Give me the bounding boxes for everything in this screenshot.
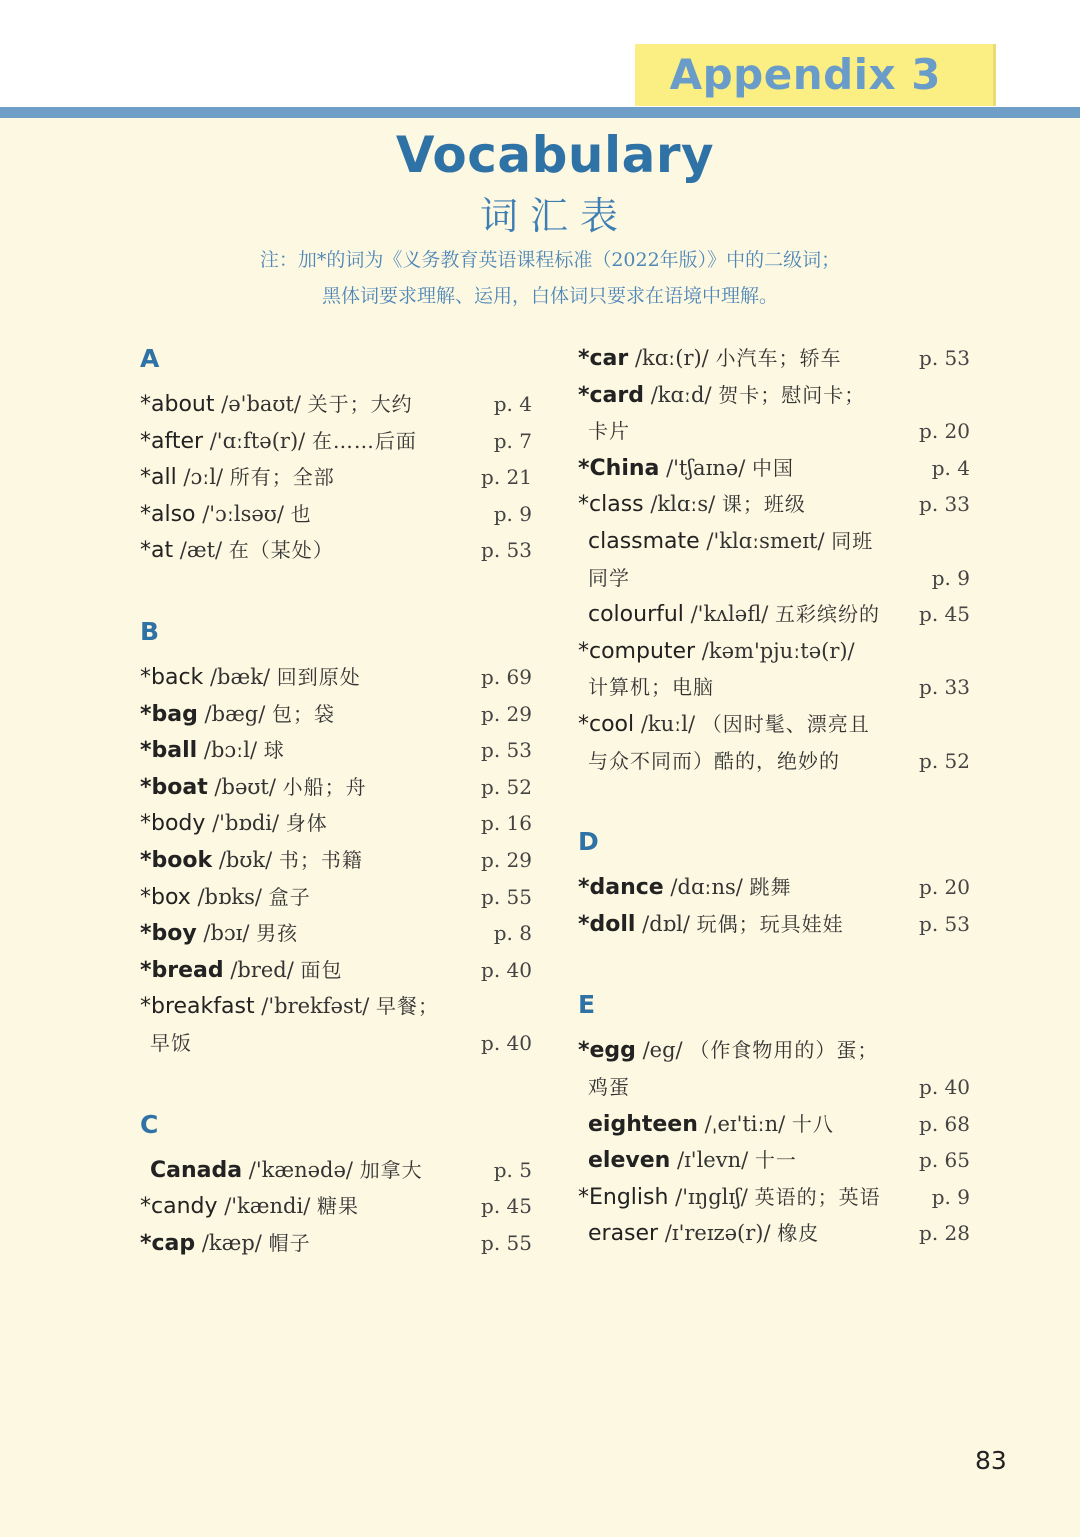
vocab-entry-line xyxy=(140,952,532,989)
vocab-section xyxy=(578,986,970,1252)
entry-word: *candy xyxy=(140,1194,218,1220)
entry-word: *boy xyxy=(140,921,197,947)
vocab-entry-line xyxy=(578,486,970,523)
vocab-entry-line xyxy=(140,988,532,1025)
entry-page-ref: p. 53 xyxy=(919,346,970,370)
entry-meaning: 关于；大约 xyxy=(307,392,413,416)
entry-meaning: 帽子 xyxy=(268,1230,311,1255)
vocab-entry-line xyxy=(140,1152,532,1189)
vocabulary-column-right xyxy=(578,340,970,1296)
entry-phonetic: /ɪ'reɪzə(r)/ xyxy=(664,1221,771,1246)
vocab-entry-line xyxy=(578,869,970,906)
note-line-1: 注：加*的词为《义务教育英语课程标准（2022年版）》中的二级词； xyxy=(259,249,841,271)
entry-word: *card xyxy=(578,382,644,408)
entry-word: *breakfast xyxy=(140,994,255,1020)
vocab-entry-line xyxy=(578,377,970,414)
entry-phonetic: /ˌeɪ'tiːn/ xyxy=(704,1111,786,1136)
entry-page-ref: p. 65 xyxy=(919,1148,970,1173)
entry-meaning: 面包 xyxy=(300,957,343,982)
entry-word: eleven xyxy=(588,1148,671,1174)
entry-word: *China xyxy=(578,455,660,481)
entry-word: Canada xyxy=(150,1157,243,1183)
entry-word: eraser xyxy=(588,1221,659,1247)
entry-meaning: 与众不同而）酷的，绝妙的 xyxy=(588,748,840,773)
entry-phonetic: /'tʃaɪnə/ xyxy=(666,455,746,480)
entry-word: *boat xyxy=(140,774,208,800)
entry-page-ref: p. 68 xyxy=(919,1111,970,1136)
page-number: 83 xyxy=(975,1446,1007,1475)
vocab-entry-line xyxy=(140,1188,532,1225)
entry-meaning: 早饭 xyxy=(150,1030,192,1055)
entry-meaning: 也 xyxy=(290,501,312,526)
entry-meaning: 鸡蛋 xyxy=(588,1074,630,1099)
entry-word: *ball xyxy=(140,738,198,764)
section-letter: A xyxy=(140,344,160,373)
entry-phonetic: /bɒks/ xyxy=(197,884,263,909)
entry-meaning: 身体 xyxy=(285,811,328,836)
vocab-entry-line xyxy=(140,659,532,696)
entry-phonetic: /bɔːl/ xyxy=(203,738,258,763)
entry-page-ref: p. 28 xyxy=(919,1221,970,1246)
entry-page-ref: p. 8 xyxy=(493,921,532,946)
vocab-section xyxy=(140,340,532,569)
vocab-entry-line xyxy=(578,1069,970,1106)
entry-meaning: 回到原处 xyxy=(276,664,361,689)
entry-meaning: 在（某处） xyxy=(228,538,334,563)
vocab-entry-line xyxy=(140,696,532,733)
entry-meaning: 十一 xyxy=(754,1148,797,1173)
entry-word: *egg xyxy=(578,1038,636,1064)
entry-meaning: 十八 xyxy=(791,1111,834,1136)
entry-page-ref: p. 40 xyxy=(481,957,532,982)
entry-page-ref: p. 33 xyxy=(919,675,970,700)
entry-word: *after xyxy=(140,428,204,454)
entry-phonetic: /bæg/ xyxy=(204,701,266,726)
header-rule xyxy=(0,107,1080,118)
entry-phonetic: /dɒl/ xyxy=(642,911,690,936)
vocab-entry-line xyxy=(578,1142,970,1179)
vocab-entry-line xyxy=(140,496,532,533)
entry-word: *box xyxy=(140,884,191,910)
entry-page-ref: p. 4 xyxy=(931,455,970,480)
vocab-section xyxy=(578,340,970,779)
entry-word: colourful xyxy=(588,602,684,628)
entry-phonetic: /bʊk/ xyxy=(218,847,273,872)
entry-meaning: 盒子 xyxy=(268,884,311,909)
entry-page-ref: p. 9 xyxy=(931,1184,970,1209)
entry-page-ref: p. 29 xyxy=(481,847,532,872)
vocab-entry-line xyxy=(140,769,532,806)
section-letter: E xyxy=(578,990,596,1020)
entry-phonetic: /'kændi/ xyxy=(224,1194,311,1219)
vocab-section xyxy=(140,1106,532,1262)
vocab-entry-line xyxy=(140,842,532,879)
vocab-entry-line xyxy=(578,1179,970,1216)
vocab-entry-line xyxy=(578,1032,970,1069)
entry-page-ref: p. 52 xyxy=(481,774,532,799)
entry-meaning: 卡片 xyxy=(588,419,630,444)
vocab-entry-line xyxy=(140,423,532,460)
vocab-entry-line xyxy=(578,560,970,597)
vocab-entry-line xyxy=(140,1025,532,1062)
entry-word: *back xyxy=(140,664,204,690)
entry-meaning: （因时髦、漂亮且 xyxy=(701,711,870,736)
entry-meaning: 课；班级 xyxy=(721,492,806,517)
entry-page-ref: p. 20 xyxy=(919,419,970,444)
entry-phonetic: /ɔːl/ xyxy=(183,465,224,490)
entry-word: *class xyxy=(578,492,644,518)
entry-page-ref: p. 33 xyxy=(919,492,970,517)
entry-word: *bread xyxy=(140,957,224,983)
entry-meaning: 贺卡；慰问卡； xyxy=(718,382,866,407)
entry-word: *doll xyxy=(578,911,636,937)
vocab-entry-line xyxy=(578,1106,970,1143)
entry-phonetic: /bred/ xyxy=(230,957,294,982)
vocab-entry-line xyxy=(578,906,970,943)
entry-phonetic: /eg/ xyxy=(642,1038,683,1063)
entry-meaning: 同班 xyxy=(831,528,874,553)
entry-phonetic: /'kænədə/ xyxy=(248,1157,353,1182)
entry-meaning: 所有；全部 xyxy=(229,465,335,490)
entry-page-ref: p. 7 xyxy=(493,428,532,453)
vocab-entry-line xyxy=(140,532,532,569)
vocab-entry-line xyxy=(140,879,532,916)
entry-meaning: 加拿大 xyxy=(359,1157,423,1182)
entry-word: *book xyxy=(140,847,213,873)
entry-word: *car xyxy=(578,346,629,371)
entry-meaning: 糖果 xyxy=(316,1194,359,1219)
entry-phonetic: /ɪ'levn/ xyxy=(677,1148,749,1173)
vocab-entry-line xyxy=(140,805,532,842)
vocab-entry-line xyxy=(578,596,970,633)
vocab-entry-line xyxy=(140,915,532,952)
section-letter: B xyxy=(140,616,160,646)
entry-page-ref: p. 16 xyxy=(481,811,532,836)
note-line-2: 黑体词要求理解、运用，白体词只要求在语境中理解。 xyxy=(321,285,778,307)
vocab-section xyxy=(140,613,532,1062)
entry-phonetic: /dɑːns/ xyxy=(670,875,743,900)
vocab-entry-line xyxy=(140,459,532,496)
entry-page-ref: p. 53 xyxy=(919,911,970,936)
entry-word: *also xyxy=(140,501,196,527)
entry-meaning: 小汽车；轿车 xyxy=(715,346,842,370)
vocabulary-column-left xyxy=(140,340,532,1305)
entry-phonetic: /'ɪŋglɪʃ/ xyxy=(675,1184,748,1209)
vocab-entry-line xyxy=(140,1225,532,1262)
entry-page-ref: p. 9 xyxy=(931,565,970,590)
entry-meaning: 跳舞 xyxy=(749,875,792,900)
entry-phonetic: /'bɒdi/ xyxy=(212,811,280,836)
entry-word: *body xyxy=(140,811,206,837)
entry-phonetic: /'klɑːsmeɪt/ xyxy=(706,528,825,553)
entry-phonetic: /klɑːs/ xyxy=(650,492,716,517)
entry-word: *computer xyxy=(578,638,696,664)
entry-meaning: 同学 xyxy=(588,565,630,590)
entry-word: *English xyxy=(578,1184,669,1210)
entry-meaning: 玩偶；玩具娃娃 xyxy=(696,911,844,936)
entry-word: *dance xyxy=(578,875,664,901)
entry-meaning: 英语的；英语 xyxy=(754,1184,881,1209)
vocab-entry-line xyxy=(578,523,970,560)
entry-phonetic: /'brekfəst/ xyxy=(261,994,370,1019)
entry-meaning: 在……后面 xyxy=(311,428,417,453)
entry-page-ref: p. 29 xyxy=(481,701,532,726)
entry-page-ref: p. 53 xyxy=(481,738,532,763)
entry-page-ref: p. 69 xyxy=(481,664,532,689)
entry-page-ref: p. 5 xyxy=(493,1157,532,1182)
entry-phonetic: /kɑːd/ xyxy=(650,382,712,407)
vocab-entry-line xyxy=(578,1215,970,1252)
entry-word: *about xyxy=(140,392,215,417)
entry-phonetic: /'ɑːftə(r)/ xyxy=(209,428,306,453)
entry-phonetic: /bɔɪ/ xyxy=(203,921,250,946)
entry-page-ref: p. 40 xyxy=(481,1030,532,1055)
entry-page-ref: p. 4 xyxy=(493,392,532,416)
entry-meaning: 五彩缤纷的 xyxy=(774,602,880,627)
entry-word: *cool xyxy=(578,711,635,737)
section-letter: C xyxy=(140,1109,159,1139)
entry-page-ref: p. 45 xyxy=(481,1194,532,1219)
entry-meaning: 中国 xyxy=(752,455,795,480)
vocab-entry-line xyxy=(578,743,970,780)
vocab-entry-line xyxy=(578,706,970,743)
entry-phonetic: /'ɔːlsəʊ/ xyxy=(202,501,284,526)
entry-phonetic: /æt/ xyxy=(179,538,223,563)
vocab-entry-line xyxy=(140,732,532,769)
entry-page-ref: p. 55 xyxy=(481,884,532,909)
section-letter: D xyxy=(578,827,599,857)
appendix-tab xyxy=(635,44,993,106)
page-title: Vocabulary xyxy=(395,126,715,184)
entry-meaning: （作食物用的）蛋； xyxy=(689,1038,879,1063)
entry-meaning: 包；袋 xyxy=(272,701,336,726)
entry-page-ref: p. 55 xyxy=(481,1230,532,1255)
entry-word: eighteen xyxy=(588,1111,698,1137)
entry-phonetic: /bæk/ xyxy=(209,664,271,689)
entry-page-ref: p. 52 xyxy=(919,748,970,773)
entry-word: *cap xyxy=(140,1230,196,1256)
entry-meaning: 书；书籍 xyxy=(278,847,363,872)
entry-meaning: 球 xyxy=(263,738,285,763)
entry-phonetic: /'kʌləfl/ xyxy=(690,602,769,627)
page-subtitle-cn: 词汇表 xyxy=(479,194,630,238)
entry-meaning: 计算机；电脑 xyxy=(588,675,714,700)
vocab-entry-line xyxy=(578,633,970,670)
entry-page-ref: p. 40 xyxy=(919,1074,970,1099)
entry-page-ref: p. 21 xyxy=(481,465,532,490)
vocab-section xyxy=(578,823,970,942)
entry-word: *at xyxy=(140,538,174,564)
entry-page-ref: p. 20 xyxy=(919,875,970,900)
entry-phonetic: /kɑː(r)/ xyxy=(634,346,709,370)
entry-page-ref: p. 53 xyxy=(481,538,532,563)
entry-meaning: 小船；舟 xyxy=(282,774,367,799)
entry-word: classmate xyxy=(588,528,700,554)
entry-word: *bag xyxy=(140,701,198,727)
entry-meaning: 橡皮 xyxy=(777,1221,820,1246)
entry-phonetic: /kuːl/ xyxy=(640,711,696,736)
entry-page-ref: p. 9 xyxy=(493,501,532,526)
vocab-entry-line xyxy=(140,386,532,423)
vocab-entry-line xyxy=(578,413,970,450)
entry-meaning: 男孩 xyxy=(256,921,299,946)
entry-phonetic: /kæp/ xyxy=(201,1230,262,1255)
vocab-entry-line xyxy=(578,450,970,487)
entry-phonetic: /bəʊt/ xyxy=(214,774,276,799)
entry-meaning: 早餐； xyxy=(375,994,439,1019)
entry-phonetic: /kəm'pjuːtə(r)/ xyxy=(701,638,855,663)
entry-page-ref: p. 45 xyxy=(919,602,970,627)
vocab-entry-line xyxy=(578,340,970,377)
entry-word: *all xyxy=(140,465,177,491)
appendix-label: Appendix 3 xyxy=(669,50,941,99)
entry-phonetic: /ə'baʊt/ xyxy=(221,392,301,416)
vocab-entry-line xyxy=(578,669,970,706)
